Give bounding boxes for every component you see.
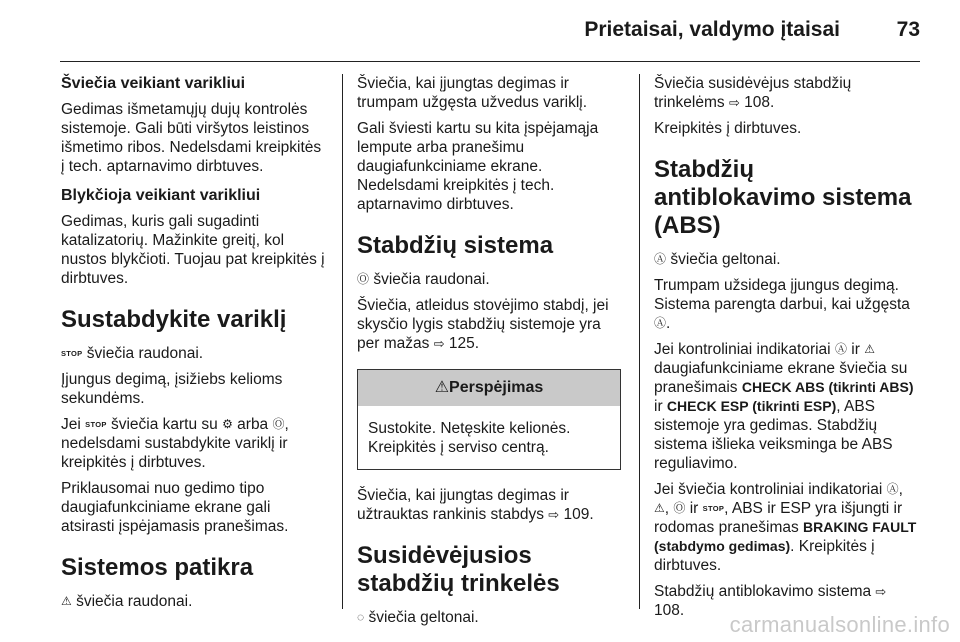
page-header	[0, 0, 960, 62]
warning-box	[357, 369, 621, 470]
pads-status-line: ◌ šviečia geltonai.	[357, 609, 479, 626]
reference-arrow-icon: ⇨	[728, 95, 740, 110]
paragraph-engine-on: Gedimas išmetamųjų dujų kontrolės sistemoje. Gali būti viršytos leistinos išmetimo ribos. Nedelsdami kreipkitės į tech. aptarnavimo dirbtuves.	[61, 101, 322, 175]
column-3	[654, 74, 918, 627]
column-2	[357, 74, 621, 634]
paragraph-abs-ignition: Trumpam užsidega įjungus degimą. Sistema parengta darbui, kai užgęsta Ⓐ.	[654, 277, 910, 332]
brake-pads-icon: ◌	[357, 610, 365, 624]
coolant-icon: ⚙	[222, 417, 233, 431]
heading-abs: Stabdžių antiblokavimo sistema (ABS)	[654, 156, 912, 239]
heading-brake-system: Stabdžių sistema	[357, 232, 554, 259]
header-title: Prietaisai, valdymo įtaisai	[584, 18, 840, 41]
abs-icon: Ⓐ	[654, 252, 667, 266]
paragraph-pads-worn: Šviečia susidėvėjus stabdžių trinkelėms ⇨ 108.	[654, 75, 852, 111]
paragraph-stop-combined: Jei STOP šviečia kartu su ⚙ arba Ⓞ, nedelsdami sustabdykite variklį ir kreipkitės į dirbtuves.	[61, 416, 289, 471]
paragraph-stop-ignition: Įjungus degimą, įsižiebs kelioms sekundėms.	[61, 371, 283, 407]
warning-box-header: ⚠Perspėjimas	[358, 370, 620, 406]
paragraph-abs-ref: Stabdžių antiblokavimo sistema ⇨ 108.	[654, 583, 887, 619]
check-status-line: ⚠ šviečia raudonai.	[61, 593, 193, 610]
brake-status-line: Ⓞ šviečia raudonai.	[357, 271, 490, 288]
section-title-engine-on: Šviečia veikiant varikliui	[61, 75, 246, 92]
column-divider-right	[639, 74, 640, 609]
abs-icon: Ⓐ	[886, 482, 899, 496]
system-check-icon: ⚠	[61, 594, 72, 608]
watermark: carmanualsonline.info	[729, 612, 950, 637]
heading-system-check: Sistemos patikra	[61, 554, 254, 581]
brake-system-icon: Ⓞ	[357, 272, 370, 286]
paragraph-brake-fluid: Šviečia, atleidus stovėjimo stabdį, jei skysčio lygis stabdžių sistemoje yra per mažas ⇨ 125.	[357, 297, 609, 352]
header-divider	[60, 61, 920, 62]
abs-status-line: Ⓐ šviečia geltonai.	[654, 251, 781, 268]
paragraph-check-other: Gali šviesti kartu su kita įspėjamąja lempute arba pranešimu daugiafunkciniame ekrane. Nedelsdami kreipkitės į tech. aptarnavimo dirbtuves.	[357, 120, 599, 213]
stop-icon: STOP	[61, 349, 83, 358]
esp-icon: ⚠	[864, 342, 875, 356]
reference-arrow-icon: ⇨	[548, 507, 560, 522]
paragraph-check-ignition: Šviečia, kai įjungtas degimas ir trumpam užgęsta užvedus variklį.	[357, 75, 588, 111]
esp-icon: ⚠	[654, 501, 665, 515]
paragraph-stop-message: Priklausomai nuo gedimo tipo daugiafunkciniame ekrane gali atsirasti įspėjamasis pranešimas.	[61, 480, 289, 535]
abs-icon: Ⓐ	[654, 316, 667, 330]
paragraph-flashing: Gedimas, kuris gali sugadinti katalizatorių. Mažinkite greitį, kol nustos blykčioti. Tuojau pat kreipkitės į dirbtuves.	[61, 213, 325, 287]
warning-icon: ⚠	[434, 379, 450, 396]
abs-icon: Ⓐ	[834, 342, 847, 356]
heading-stop-engine: Sustabdykite variklį	[61, 306, 287, 333]
paragraph-pads-workshop: Kreipkitės į dirbtuves.	[654, 120, 802, 137]
stop-status-line: STOP šviečia raudonai.	[61, 345, 204, 362]
brake-system-icon: Ⓞ	[272, 417, 285, 431]
reference-arrow-icon: ⇨	[875, 584, 887, 599]
section-title-flashing: Blykčioja veikiant varikliui	[61, 187, 261, 204]
paragraph-abs-fault: Jei kontroliniai indikatoriai Ⓐ ir ⚠ daugiafunkciniame ekrane šviečia su pranešimais CHECK ABS (tikrinti ABS) ir CHECK ESP (tikrinti ESP), ABS sistemoje yra gedimas. Stabdžių sistema išlieka veiksminga be ABS reguliavimo.	[654, 341, 914, 472]
column-divider-left	[342, 74, 343, 609]
stop-icon: STOP	[85, 420, 107, 429]
brake-system-icon: Ⓞ	[673, 501, 686, 515]
column-1	[61, 74, 325, 618]
paragraph-abs-esp-off: Jei šviečia kontroliniai indikatoriai Ⓐ, ⚠, Ⓞ ir STOP, ABS ir ESP yra išjungti ir rodomas pranešimas BRAKING FAULT (stabdymo gedimas). Kreipkitės į dirbtuves.	[654, 481, 917, 574]
heading-brake-pads: Susidėvėjusios stabdžių trinkelės	[357, 542, 560, 597]
reference-arrow-icon: ⇨	[433, 336, 445, 351]
warning-box-text: Sustokite. Netęskite kelionės. Kreipkitės į serviso centrą.	[368, 420, 571, 456]
page-number: 73	[896, 18, 920, 41]
paragraph-parking-brake: Šviečia, kai įjungtas degimas ir užtrauktas rankinis stabdys ⇨ 109.	[357, 487, 594, 523]
stop-icon: STOP	[702, 504, 725, 513]
